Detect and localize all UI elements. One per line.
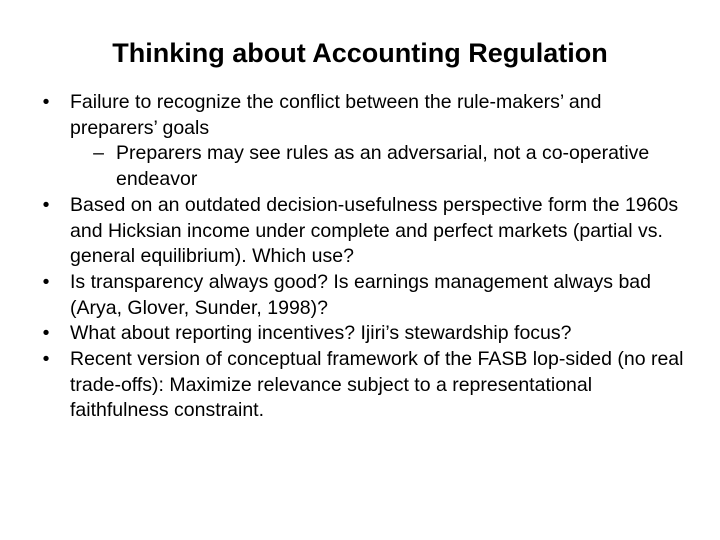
dash-icon: –: [93, 142, 104, 165]
sub-bullet-text: Preparers may see rules as an adversarial, not a co-operative endeavor: [116, 142, 650, 191]
bullet-text: Based on an outdated decision-usefulness perspective form the 1960s and Hicksian income under complete and perfect markets (partial vs. general equilibrium). Which use?: [70, 193, 679, 268]
bullet-text: Failure to recognize the conflict between the rule-makers’ and preparers’ goals: [70, 91, 602, 139]
sub-bullet-item: [70, 141, 686, 192]
bullet-list: [36, 90, 686, 424]
bullet-text: What about reporting incentives? Ijiri’s stewardship focus?: [70, 322, 572, 345]
bullet-text: Recent version of conceptual framework of the FASB lop-sided (no real trade-offs): Maximize relevance subject to a representational faithfulness constraint.: [70, 348, 684, 422]
slide-title: Thinking about Accounting Regulation: [112, 38, 608, 68]
bullet-dot-icon: •: [42, 348, 50, 371]
bullet-dot-icon: •: [42, 322, 50, 345]
bullet-dot-icon: •: [42, 193, 50, 216]
bullet-item: [36, 270, 686, 321]
bullet-dot-icon: •: [42, 91, 50, 113]
bullet-item: [36, 321, 686, 347]
bullet-item: [36, 90, 686, 141]
bullet-item: [36, 193, 686, 270]
bullet-item: [36, 347, 686, 424]
bullet-text: Is transparency always good? Is earnings management always bad (Arya, Glover, Sunder, 1998)?: [70, 270, 651, 319]
bullet-dot-icon: •: [42, 270, 50, 293]
